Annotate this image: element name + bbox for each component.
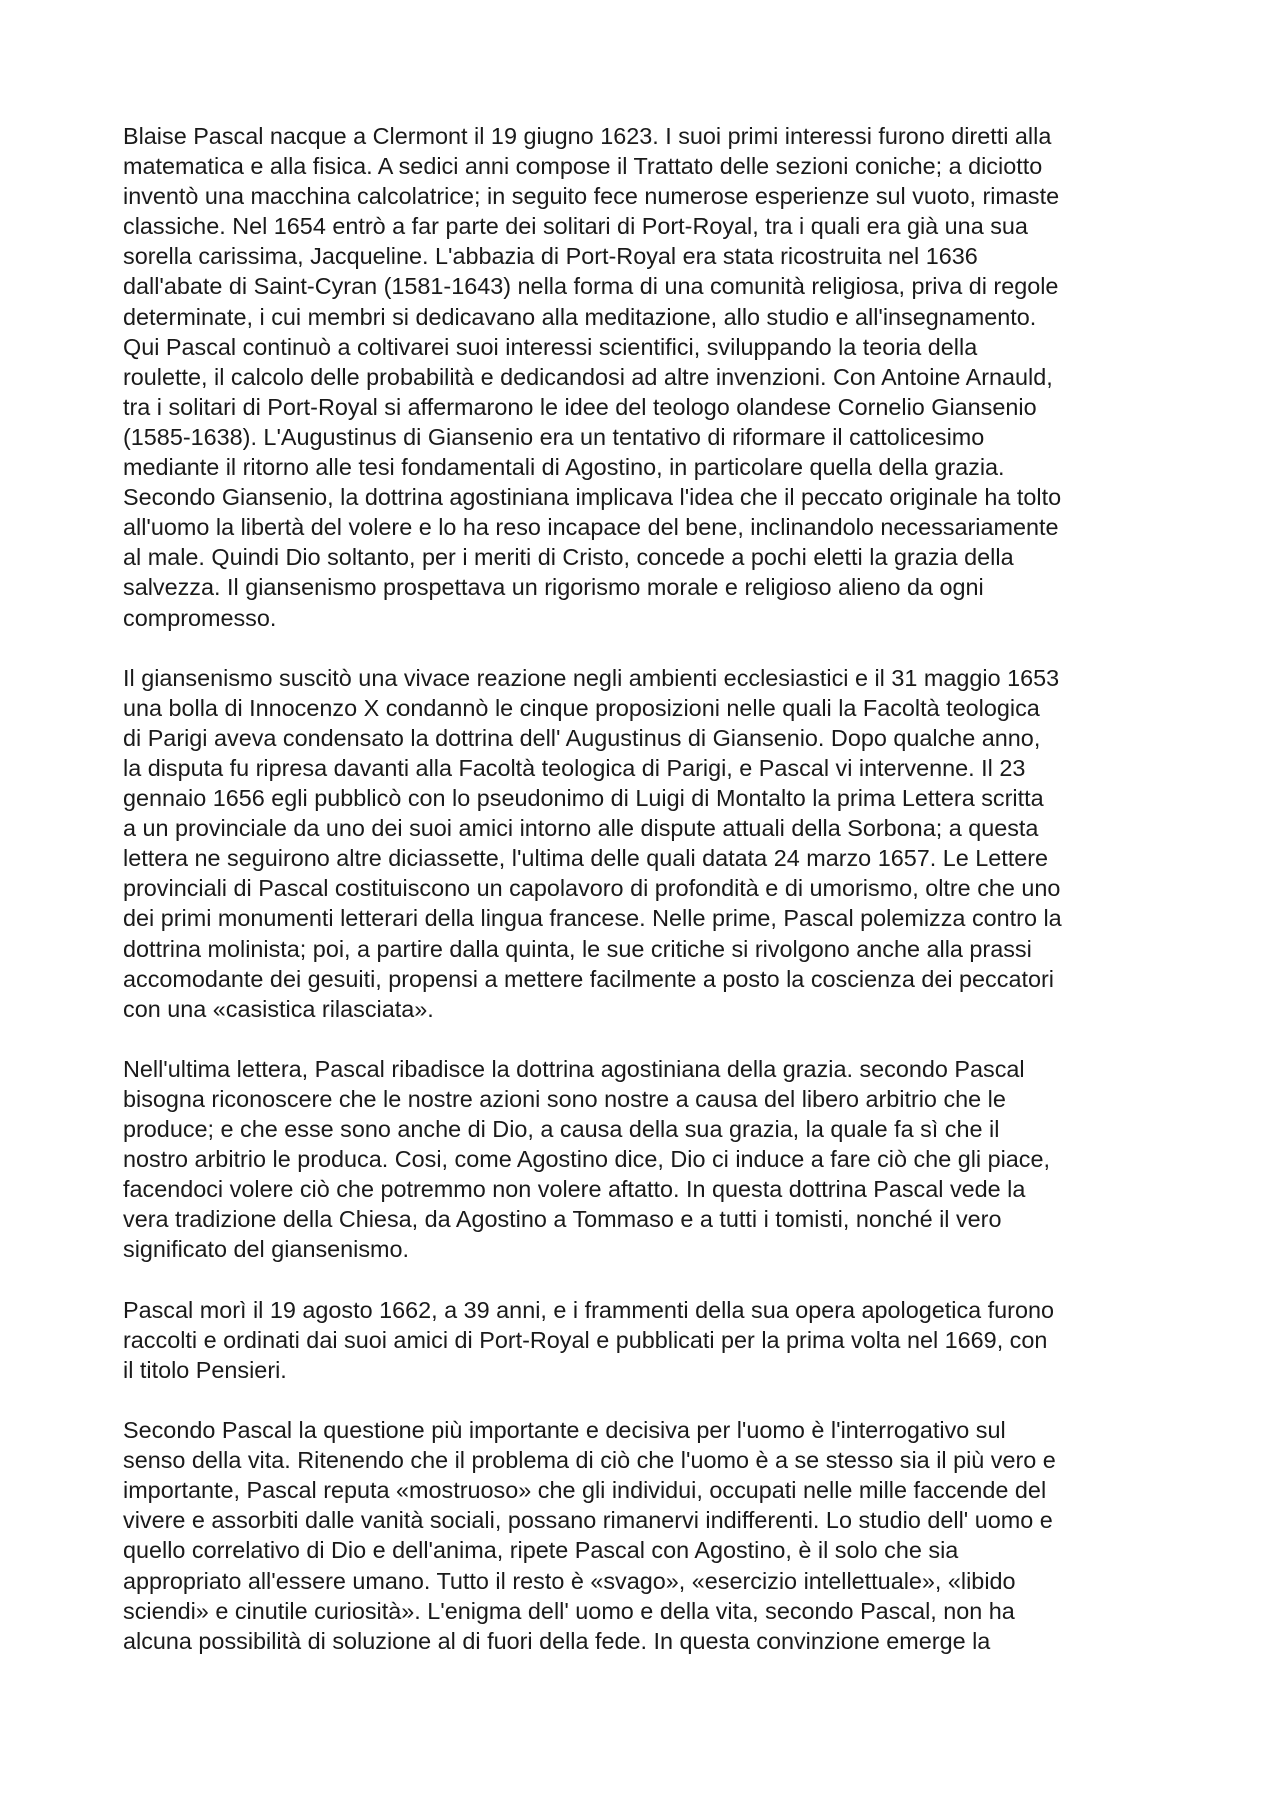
text-line: di Parigi aveva condensato la dottrina dell' Augustinus di Giansenio. Dopo qualche anno,	[123, 724, 1041, 751]
text-line: sorella carissima, Jacqueline. L'abbazia di Port-Royal era stata ricostruita nel 1636	[123, 243, 978, 270]
text-line: Blaise Pascal nacque a Clermont il 19 giugno 1623. I suoi primi interessi furono diretti alla	[123, 123, 1052, 149]
text-line: Il giansenismo suscitò una vivace reazione negli ambienti ecclesiastici e il 31 maggio 1653	[123, 664, 1060, 691]
paragraph	[123, 1295, 1168, 1385]
text-line: quello correlativo di Dio e dell'anima, ripete Pascal con Agostino, è il solo che sia	[123, 1537, 959, 1564]
text-line: compromesso.	[123, 604, 277, 631]
text-line: inventò una macchina calcolatrice; in seguito fece numerose esperienze sul vuoto, rimaste	[123, 183, 1060, 210]
text-line: alcuna possibilità di soluzione al di fuori della fede. In questa convinzione emerge la	[123, 1627, 991, 1654]
text-line: Qui Pascal continuò a coltivarei suoi interessi scientifici, sviluppando la teoria della	[123, 333, 978, 360]
text-line: nostro arbitrio le produca. Cosi, come Agostino dice, Dio ci induce a fare ciò che gli piace,	[123, 1146, 1051, 1173]
text-line: accomodante dei gesuiti, propensi a mettere facilmente a posto la coscienza dei peccatori	[123, 965, 1054, 992]
text-line: Pascal morì il 19 agosto 1662, a 39 anni, e i frammenti della sua opera apologetica furono	[123, 1296, 1054, 1323]
text-line: provinciali di Pascal costituiscono un capolavoro di profondità e di umorismo, oltre che uno	[123, 875, 1061, 902]
text-line: determinate, i cui membri si dedicavano alla meditazione, allo studio e all'insegnamento.	[123, 303, 1037, 330]
text-line: tra i solitari di Port-Royal si affermarono le idee del teologo olandese Cornelio Giansenio	[123, 393, 1037, 420]
text-line: dei primi monumenti letterari della lingua francese. Nelle prime, Pascal polemizza contro la	[123, 905, 1062, 932]
text-line: appropriato all'essere umano. Tutto il resto è «svago», «esercizio intellettuale», «libido	[123, 1567, 1016, 1594]
text-line: roulette, il calcolo delle probabilità e dedicandosi ad altre invenzioni. Con Antoine Arnauld,	[123, 363, 1053, 390]
text-line: senso della vita. Ritenendo che il problema di ciò che l'uomo è a se stesso sia il più vero e	[123, 1447, 1056, 1474]
text-line: Secondo Giansenio, la dottrina agostiniana implicava l'idea che il peccato originale ha tolto	[123, 484, 1062, 511]
paragraph	[123, 121, 1168, 633]
text-line: classiche. Nel 1654 entrò a far parte dei solitari di Port-Royal, tra i quali era già una sua	[123, 213, 1028, 240]
text-line: vera tradizione della Chiesa, da Agostino a Tommaso e a tutti i tomisti, nonché il vero	[123, 1206, 1002, 1233]
text-line: dall'abate di Saint-Cyran (1581-1643) nella forma di una comunità religiosa, priva di regole	[123, 273, 1059, 300]
text-line: Nell'ultima lettera, Pascal ribadisce la dottrina agostiniana della grazia. secondo Pascal	[123, 1055, 1025, 1082]
document-body	[123, 121, 1168, 1686]
paragraph	[123, 663, 1168, 1024]
paragraph	[123, 1054, 1168, 1265]
text-line: importante, Pascal reputa «mostruoso» che gli individui, occupati nelle mille faccende del	[123, 1477, 1047, 1504]
text-line: raccolti e ordinati dai suoi amici di Port-Royal e pubblicati per la prima volta nel 1669, con	[123, 1326, 1048, 1353]
paragraph	[123, 1415, 1168, 1656]
text-line: al male. Quindi Dio soltanto, per i meriti di Cristo, concede a pochi eletti la grazia della	[123, 544, 1014, 571]
text-line: matematica e alla fisica. A sedici anni compose il Trattato delle sezioni coniche; a diciotto	[123, 153, 1043, 180]
text-line: produce; e che esse sono anche di Dio, a causa della sua grazia, la quale fa sì che il	[123, 1116, 1000, 1143]
text-line: vivere e assorbiti dalle vanità sociali, possano rimanervi indifferenti. Lo studio dell' uomo e	[123, 1507, 1053, 1534]
text-line: (1585-1638). L'Augustinus di Giansenio era un tentativo di riformare il cattolicesimo	[123, 423, 985, 450]
text-line: Secondo Pascal la questione più importante e decisiva per l'uomo è l'interrogativo sul	[123, 1417, 1006, 1444]
text-line: con una «casistica rilasciata».	[123, 995, 434, 1022]
text-line: il titolo Pensieri.	[123, 1356, 287, 1383]
text-line: mediante il ritorno alle tesi fondamentali di Agostino, in particolare quella della grazia.	[123, 454, 1005, 481]
text-line: all'uomo la libertà del volere e lo ha reso incapace del bene, inclinandolo necessariamente	[123, 514, 1059, 541]
text-line: una bolla di Innocenzo X condannò le cinque proposizioni nelle quali la Facoltà teologica	[123, 694, 1040, 721]
text-line: gennaio 1656 egli pubblicò con lo pseudonimo di Luigi di Montalto la prima Lettera scritta	[123, 785, 1044, 812]
text-line: facendoci volere ciò che potremmo non volere aftatto. In questa dottrina Pascal vede la	[123, 1176, 1026, 1203]
text-line: a un provinciale da uno dei suoi amici intorno alle dispute attuali della Sorbona; a questa	[123, 815, 1039, 842]
text-line: lettera ne seguirono altre diciassette, l'ultima delle quali datata 24 marzo 1657. Le Lettere	[123, 845, 1049, 872]
text-line: salvezza. Il giansenismo prospettava un rigorismo morale e religioso alieno da ogni	[123, 574, 984, 601]
text-line: dottrina molinista; poi, a partire dalla quinta, le sue critiche si rivolgono anche alla prassi	[123, 935, 1032, 962]
text-line: bisogna riconoscere che le nostre azioni sono nostre a causa del libero arbitrio che le	[123, 1086, 1006, 1112]
text-line: la disputa fu ripresa davanti alla Facoltà teologica di Parigi, e Pascal vi intervenne. Il 23	[123, 754, 1026, 781]
text-line: sciendi» e cinutile curiosità». L'enigma dell' uomo e della vita, secondo Pascal, non ha	[123, 1597, 1015, 1624]
text-line: significato del giansenismo.	[123, 1236, 410, 1263]
